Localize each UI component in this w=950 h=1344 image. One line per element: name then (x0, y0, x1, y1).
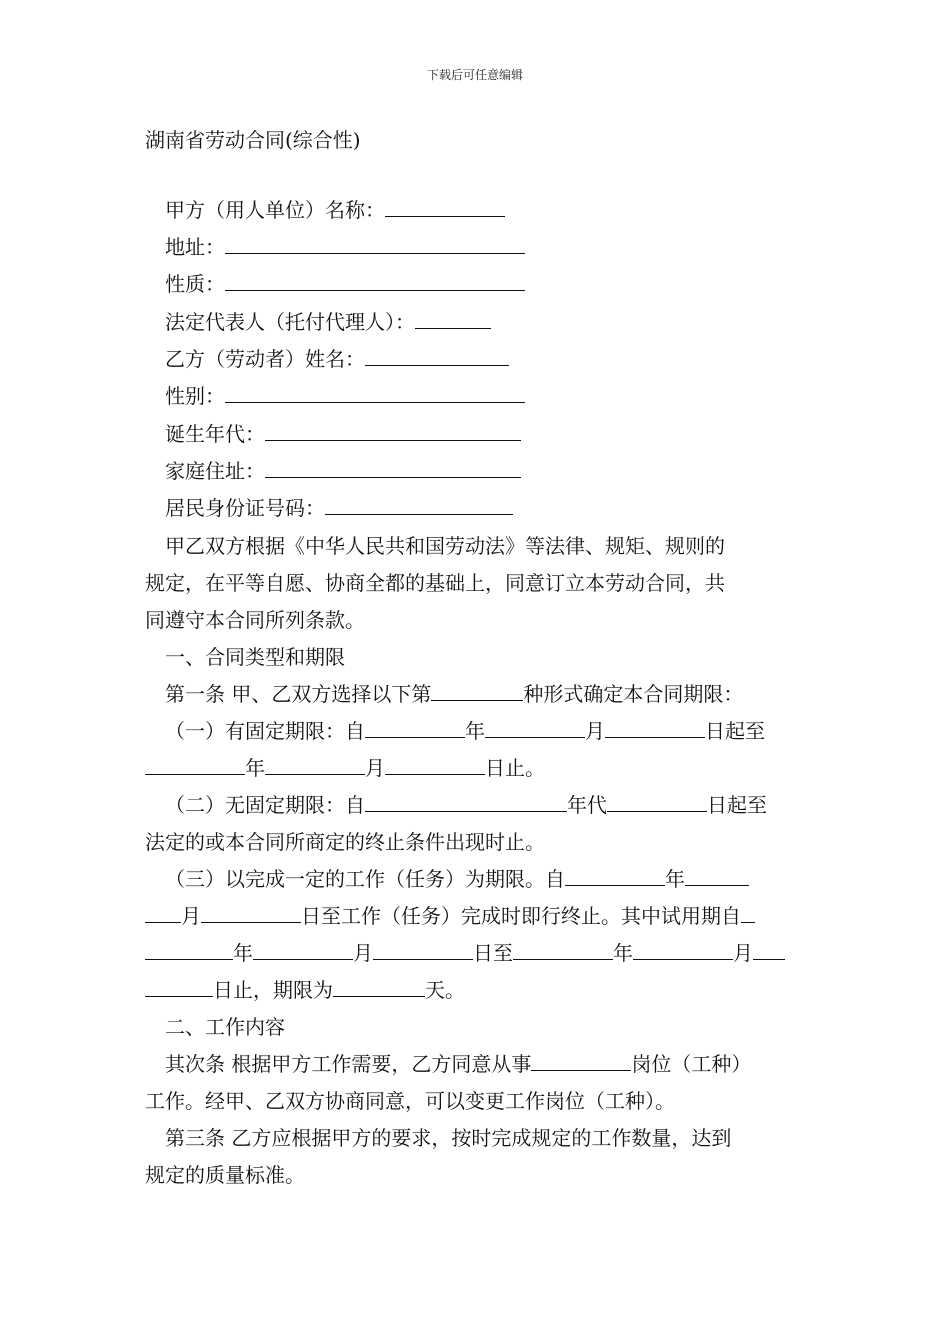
text: 日止，期限为 (213, 978, 333, 1002)
option-3-line-1 (145, 861, 808, 898)
text: 其次条 根据甲方工作需要，乙方同意从事 (165, 1052, 532, 1076)
gender-field (165, 382, 525, 410)
text: 月 (733, 941, 753, 965)
fill-blank (225, 233, 525, 254)
fill-blank (565, 861, 665, 886)
fill-blank (145, 750, 245, 775)
text: （三）以完成一定的工作（任务）为期限。自 (165, 867, 565, 891)
contract-body (145, 528, 808, 1194)
fill-blank (685, 861, 749, 886)
header-note: 下载后可任意编辑 (426, 68, 523, 82)
option-3-line-4 (145, 972, 808, 1009)
option-1-line-2 (145, 750, 808, 787)
address-field (165, 233, 525, 261)
text: 种形式确定本合同期限： (523, 682, 744, 706)
text: 日止。 (485, 756, 545, 780)
text: 月 (585, 719, 605, 743)
field-label: 甲方（用人单位）名称： (165, 198, 385, 222)
fill-blank (333, 972, 425, 997)
text: 月 (181, 904, 201, 928)
article-2-line-1 (145, 1046, 808, 1083)
fill-blank (145, 935, 233, 960)
article-3-line-1: 第三条 乙方应根据甲方的要求，按时完成规定的工作数量，达到 (165, 1126, 732, 1150)
fill-blank (365, 713, 465, 738)
text: （一）有固定期限：自 (165, 719, 365, 743)
field-label: 乙方（劳动者）姓名： (165, 347, 365, 371)
fill-blank (373, 935, 473, 960)
intro-line-3: 同遵守本合同所列条款。 (145, 608, 365, 632)
intro-line-2: 规定，在平等自愿、协商全都的基础上，同意订立本劳动合同，共 (145, 571, 725, 595)
intro-line-1: 甲乙双方根据《中华人民共和国劳动法》等法律、规矩、规则的 (165, 534, 725, 558)
text: 年 (245, 756, 265, 780)
fill-blank (513, 935, 613, 960)
text: 日起至 (707, 793, 767, 817)
text: 日至工作（任务）完成时即行终止。其中试用期自 (301, 904, 741, 928)
text: 月 (353, 941, 373, 965)
text: 年 (613, 941, 633, 965)
fill-blank (265, 750, 365, 775)
fill-blank (365, 787, 567, 812)
text: （二）无固定期限：自 (165, 793, 365, 817)
field-label: 家庭住址： (165, 459, 265, 483)
field-label: 居民身份证号码： (165, 496, 325, 520)
option-3-line-3 (145, 935, 808, 972)
text: 日至 (473, 941, 513, 965)
fill-blank (145, 898, 181, 923)
fill-blank (531, 1046, 631, 1071)
fill-blank (753, 935, 785, 960)
fill-blank (265, 420, 521, 441)
text: 月 (365, 756, 385, 780)
section-2-heading: 二、工作内容 (165, 1015, 285, 1039)
field-label: 法定代表人（托付代理人）： (165, 310, 415, 334)
fill-blank (415, 308, 491, 329)
fill-blank (325, 494, 513, 515)
fill-blank (145, 972, 213, 997)
fill-blank (431, 676, 523, 701)
text: 第一条 甲、乙双方选择以下第 (165, 682, 432, 706)
fill-blank (385, 196, 505, 217)
fill-blank (633, 935, 733, 960)
fill-blank (253, 935, 353, 960)
field-label: 性别： (165, 384, 225, 408)
fill-blank (385, 750, 485, 775)
employer-name-field (165, 196, 505, 224)
text: 年代 (567, 793, 607, 817)
birth-field (165, 420, 521, 448)
fill-blank (607, 787, 707, 812)
article-2-line-2: 工作。经甲、乙双方协商同意，可以变更工作岗位（工种）。 (145, 1089, 675, 1113)
option-2-line-2: 法定的或本合同所商定的终止条件出现时止。 (145, 830, 545, 854)
section-1-heading: 一、合同类型和期限 (165, 645, 345, 669)
text: 岗位（工种） (631, 1052, 752, 1076)
option-3-line-2 (145, 898, 808, 935)
article-1 (145, 676, 808, 713)
fill-blank (605, 713, 705, 738)
employee-name-field (165, 345, 509, 373)
text: 年 (665, 867, 685, 891)
home-address-field (165, 457, 521, 485)
legal-rep-field (165, 308, 491, 336)
document-title: 湖南省劳动合同(综合性) (145, 128, 361, 152)
fill-blank (365, 345, 509, 366)
text: 年 (233, 941, 253, 965)
id-number-field (165, 494, 513, 522)
fill-blank (265, 457, 521, 478)
option-1-line-1 (145, 713, 808, 750)
fill-blank (225, 382, 525, 403)
article-3-line-2: 规定的质量标准。 (145, 1163, 305, 1187)
text: 年 (465, 719, 485, 743)
text: 天。 (425, 978, 465, 1002)
field-label: 诞生年代： (165, 422, 265, 446)
fill-blank (201, 898, 301, 923)
option-2-line-1 (145, 787, 808, 824)
fill-blank (741, 898, 755, 923)
field-label: 地址： (165, 235, 225, 259)
nature-field (165, 270, 525, 298)
text: 日起至 (705, 719, 765, 743)
fill-blank (485, 713, 585, 738)
fill-blank (225, 270, 525, 291)
field-label: 性质： (165, 272, 225, 296)
